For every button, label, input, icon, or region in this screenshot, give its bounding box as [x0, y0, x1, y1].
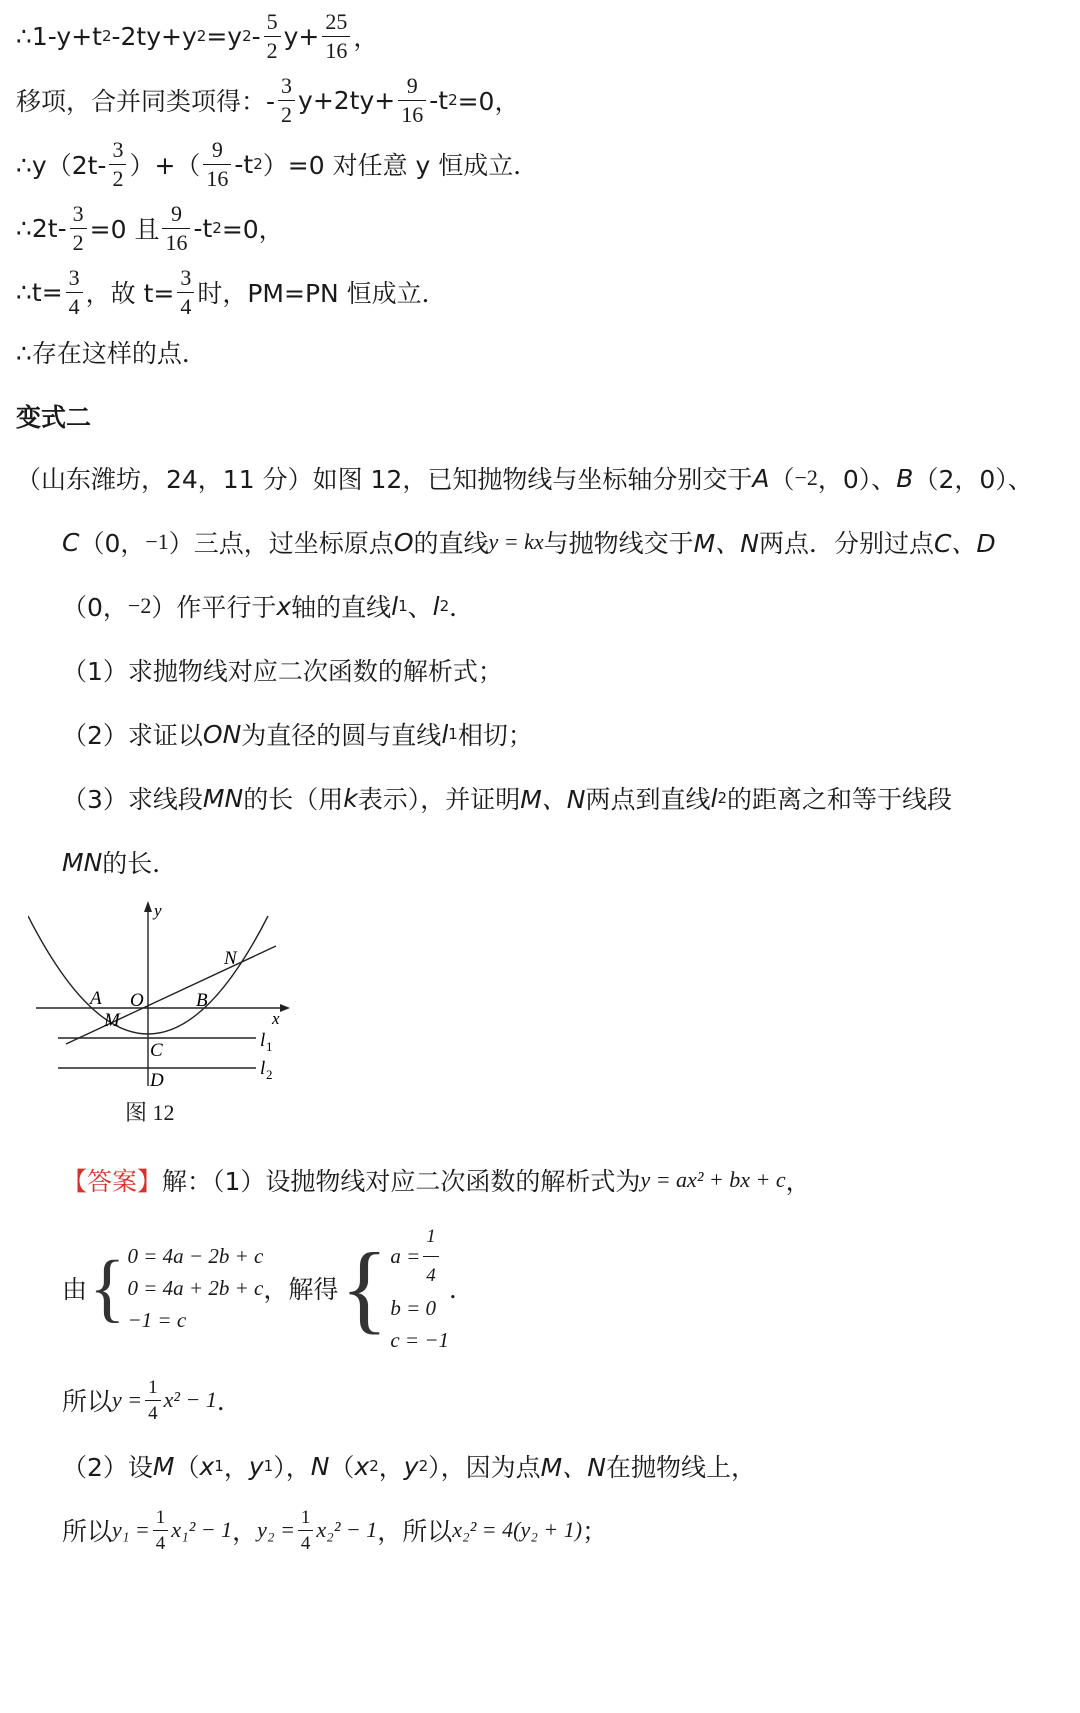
numerator: 3 — [180, 264, 192, 290]
point-label: M — [152, 1451, 175, 1481]
text: -t — [193, 213, 213, 243]
text: 相切； — [457, 721, 533, 750]
point-label: M、N — [540, 1453, 606, 1482]
numerator: 3 — [68, 264, 80, 290]
text: ． — [216, 1387, 242, 1416]
denominator: 16 — [322, 36, 350, 62]
figure-caption: 图 12 — [125, 1100, 175, 1125]
var: l — [432, 591, 440, 621]
sup: 2 — [212, 219, 222, 237]
text: （3）求线段 — [62, 785, 203, 814]
text: （2，0）、 — [913, 465, 1033, 494]
numerator: 3 — [112, 136, 124, 162]
text: ． — [449, 1275, 475, 1304]
denominator: 2 — [109, 164, 126, 190]
var: y — [248, 1451, 264, 1481]
denominator: 16 — [398, 100, 426, 126]
brace-icon: { — [89, 1246, 126, 1330]
fraction — [264, 8, 281, 63]
text: 在抛物线上， — [605, 1453, 756, 1482]
var: l — [441, 719, 449, 749]
section-title-text: 变式二 — [16, 403, 92, 432]
sup: 2 — [448, 91, 458, 109]
equation: 0 = 4a + 2b + c — [127, 1276, 264, 1300]
text: ∴存在这样的点． — [16, 339, 207, 368]
fraction — [423, 1221, 439, 1292]
sup: 2 — [101, 27, 112, 45]
numerator: 9 — [406, 72, 418, 98]
var: x — [354, 1451, 370, 1481]
var: y — [403, 1451, 419, 1481]
equation-system-1 — [87, 1240, 263, 1336]
fraction — [109, 136, 126, 191]
math: −1 — [145, 529, 169, 554]
text: 的距离之和等于线段 — [727, 785, 953, 814]
point-label: M、N — [693, 529, 759, 558]
text: ∴2t- — [16, 213, 67, 243]
label-l1: l — [260, 1030, 266, 1051]
point-label: A — [752, 463, 770, 493]
math: y₁ = — [112, 1517, 150, 1542]
text: =0 且 — [89, 215, 160, 244]
solution-line-4 — [16, 198, 284, 258]
text: ∴1-y+t — [16, 21, 102, 51]
text: 的直线 — [413, 529, 489, 558]
text: ∴t= — [16, 277, 63, 307]
denominator: 4 — [177, 292, 194, 318]
denominator: 2 — [264, 36, 281, 62]
x-axis-arrow — [280, 1004, 290, 1012]
point-label: O — [393, 527, 414, 557]
point-label: MN — [202, 783, 244, 813]
text: ），因为点 — [428, 1453, 541, 1482]
numerator: 3 — [72, 200, 84, 226]
question-3 — [62, 780, 952, 816]
point-label: N — [310, 1451, 330, 1481]
denominator: 4 — [423, 1256, 439, 1292]
var: l — [710, 783, 718, 813]
answer-line-3 — [62, 1372, 242, 1428]
text: -2ty+y — [111, 21, 197, 51]
text: 解：（1）设抛物线对应二次函数的解析式为 — [162, 1167, 641, 1196]
text: -t — [429, 85, 449, 115]
label-y: y — [154, 901, 162, 920]
label-M: M — [104, 1010, 120, 1031]
text: y+ — [283, 21, 320, 51]
brace-icon: { — [340, 1232, 389, 1343]
point-label: M、N — [520, 785, 586, 814]
sub: 1 — [263, 1457, 274, 1475]
text: 与抛物线交于 — [543, 529, 694, 558]
text: 轴的直线 — [291, 593, 392, 622]
text: 的长． — [102, 849, 178, 878]
sub: 2 — [717, 789, 727, 807]
text: -t — [234, 149, 254, 179]
numerator: 1 — [300, 1506, 311, 1528]
label-l2: l — [260, 1058, 266, 1079]
question-2 — [62, 716, 533, 752]
text: 的长（用 — [243, 785, 344, 814]
sub: 1 — [214, 1457, 224, 1475]
fraction — [177, 264, 194, 319]
text: 为直径的圆与直线 — [241, 721, 442, 750]
text: ，故 t= — [85, 279, 175, 308]
var: x — [199, 1451, 215, 1481]
numerator: 1 — [148, 1376, 158, 1398]
text: y+2ty+ — [298, 85, 396, 115]
sub: 1 — [398, 597, 408, 615]
answer-tag: 【答案】 — [62, 1167, 163, 1196]
text: ）+（ — [129, 151, 201, 180]
text: （1）求抛物线对应二次函数的解析式； — [62, 657, 503, 686]
text: 所以 — [62, 1387, 113, 1416]
text: ）=0 对任意 y 恒成立． — [262, 151, 539, 180]
text: ， — [785, 1167, 811, 1196]
point-label: B — [896, 463, 914, 493]
math: y = kx — [488, 529, 544, 554]
problem-line-2 — [62, 524, 996, 560]
text: （ — [174, 1453, 200, 1482]
sub: 2 — [418, 1457, 429, 1475]
equation: b = 0 — [390, 1295, 437, 1320]
numerator: 1 — [426, 1225, 436, 1247]
numerator: 1 — [155, 1506, 166, 1528]
var: k — [343, 783, 358, 813]
math: y = ax² + bx + c — [640, 1167, 786, 1192]
fraction — [322, 8, 350, 63]
system-rows — [390, 1221, 449, 1356]
text: =y — [206, 21, 243, 51]
text: 两点．分别过点 — [758, 529, 934, 558]
y-axis-arrow — [144, 901, 152, 912]
question-3-cont — [62, 844, 177, 880]
equation — [390, 1221, 449, 1292]
math: y₂ = — [257, 1517, 295, 1542]
text: =0， — [221, 215, 284, 244]
text: 由 — [62, 1275, 88, 1304]
solution-line-6 — [16, 334, 207, 370]
numerator: 9 — [170, 200, 182, 226]
solution-line-3 — [16, 134, 538, 194]
point-label: ON — [202, 719, 242, 749]
text: ， — [232, 1517, 258, 1546]
math: −2 — [794, 465, 818, 490]
text: （ — [329, 1453, 355, 1482]
equation: c = −1 — [390, 1327, 450, 1352]
text: ）作平行于 — [151, 593, 277, 622]
text: 时，PM=PN 恒成立． — [197, 279, 447, 308]
label-A: A — [90, 988, 102, 1009]
text: ， — [353, 23, 379, 52]
var: l — [391, 591, 399, 621]
text: （2）设 — [62, 1453, 153, 1482]
text: ， — [378, 1453, 404, 1482]
denominator: 4 — [145, 1400, 161, 1423]
fraction — [278, 72, 295, 127]
point-label: C — [62, 527, 80, 557]
fraction — [298, 1508, 314, 1553]
text: （0， — [62, 593, 128, 622]
math: −2 — [127, 593, 152, 618]
text: ． — [449, 593, 475, 622]
equation-system-2 — [338, 1221, 449, 1356]
label-x: x — [272, 1009, 280, 1028]
numerator: 3 — [281, 72, 293, 98]
text: 移项，合并同类项得：- — [16, 87, 276, 116]
text: ）， — [273, 1453, 311, 1482]
fraction — [70, 200, 87, 255]
math: x₁² − 1 — [171, 1517, 233, 1542]
figure-12-parabola — [28, 896, 318, 1126]
question-1 — [62, 652, 503, 688]
sub: 2 — [369, 1457, 379, 1475]
denominator: 4 — [66, 292, 83, 318]
answer-line-4 — [62, 1448, 756, 1484]
denominator: 4 — [153, 1530, 169, 1553]
sup: 2 — [253, 155, 263, 173]
text: （0， — [79, 529, 146, 558]
text: ）三点，过坐标原点 — [168, 529, 394, 558]
answer-line-5 — [62, 1500, 607, 1560]
sub: 1 — [448, 725, 458, 743]
label-l1-sub: 1 — [266, 1039, 273, 1054]
numerator: 25 — [325, 8, 348, 34]
text: （2）求证以 — [62, 721, 203, 750]
text: a = — [390, 1244, 421, 1268]
fraction — [398, 72, 426, 127]
text: 、 — [407, 593, 433, 622]
text: （山东潍坊，24，11 分）如图 12，已知抛物线与坐标轴分别交于 — [16, 465, 753, 494]
sup: 2 — [196, 27, 207, 45]
text: 两点到直线 — [585, 785, 711, 814]
solution-line-1 — [16, 6, 378, 66]
numerator: 5 — [266, 8, 278, 34]
text: ∴y（2t- — [16, 151, 107, 180]
label-D: D — [150, 1070, 164, 1091]
solution-line-2 — [16, 70, 519, 130]
fraction — [145, 1378, 161, 1423]
var: x — [276, 591, 292, 621]
text: ； — [582, 1517, 608, 1546]
math: x₂² = 4(y₂ + 1) — [452, 1517, 583, 1542]
answer-line-2 — [62, 1218, 474, 1358]
label-N: N — [224, 948, 237, 969]
text: 表示），并证明 — [357, 785, 521, 814]
equation: 0 = 4a − 2b + c — [127, 1244, 264, 1268]
denominator: 2 — [70, 228, 87, 254]
sup: 2 — [242, 27, 252, 45]
text: ，所以 — [377, 1517, 453, 1546]
label-B: B — [196, 990, 208, 1011]
fraction — [162, 200, 190, 255]
point-label: C、D — [933, 529, 996, 558]
text: ，解得 — [263, 1275, 339, 1304]
numerator: 9 — [211, 136, 223, 162]
label-O: O — [130, 990, 144, 1011]
math: x² − 1 — [163, 1387, 217, 1412]
problem-line-3 — [62, 588, 474, 624]
answer-line-1 — [62, 1162, 811, 1198]
denominator: 4 — [298, 1530, 314, 1553]
fraction — [153, 1508, 169, 1553]
problem-line-1 — [16, 460, 1033, 496]
fraction — [66, 264, 83, 319]
math: y = — [112, 1387, 143, 1412]
fraction — [203, 136, 231, 191]
label-C: C — [150, 1040, 163, 1061]
text: - — [251, 21, 261, 51]
label-l2-sub: 2 — [266, 1067, 273, 1082]
math: x₂² − 1 — [316, 1517, 378, 1542]
denominator: 16 — [162, 228, 190, 254]
denominator: 16 — [203, 164, 231, 190]
section-title — [16, 398, 91, 434]
solution-line-5 — [16, 262, 447, 322]
point-label: MN — [62, 847, 103, 877]
text: 所以 — [62, 1517, 113, 1546]
text: ，0）、 — [817, 465, 897, 494]
text: =0， — [457, 87, 520, 116]
text: （ — [769, 465, 795, 494]
equation: −1 = c — [127, 1308, 187, 1332]
text: ， — [223, 1453, 249, 1482]
system-rows — [128, 1240, 264, 1336]
denominator: 2 — [278, 100, 295, 126]
sub: 2 — [439, 597, 450, 615]
